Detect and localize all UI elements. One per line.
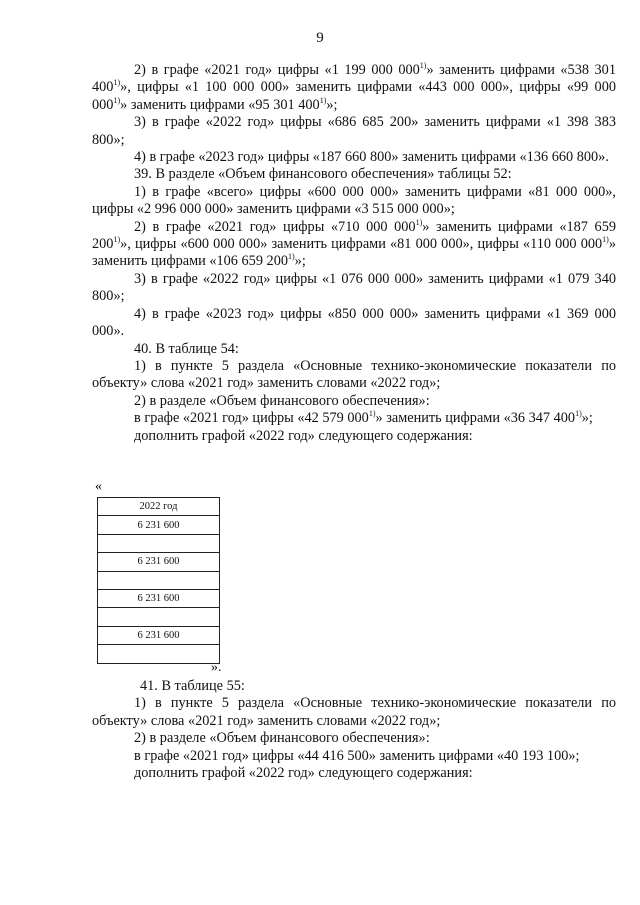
table-row <box>98 516 220 534</box>
upper-paragraph: 40. В таблице 54: <box>134 340 239 357</box>
table-row <box>98 534 220 552</box>
upper-paragraph: 3) в графе «2022 год» цифры «686 685 200» заменить цифрами «1 398 383 800»; <box>92 114 616 148</box>
upper-paragraph: дополнить графой «2022 год» следующего содержания: <box>134 427 473 444</box>
upper-paragraph: 4) в графе «2023 год» цифры «187 660 800» заменить цифрами «136 660 800». <box>134 149 609 166</box>
page-number: 9 <box>316 30 324 46</box>
upper-paragraph: 4) в графе «2023 год» цифры «850 000 000» заменить цифрами «1 369 000 000». <box>92 305 616 340</box>
upper-paragraph: 39. В разделе «Объем финансового обеспечения» таблицы 52: <box>134 166 512 183</box>
opening-quote: « <box>95 479 102 494</box>
table-cell: 6 231 600 <box>98 626 220 644</box>
table-cell <box>98 645 220 663</box>
inserted-year-column-table <box>97 497 220 664</box>
table-cell: 6 231 600 <box>98 516 220 534</box>
upper-paragraph: 2) в разделе «Объем финансового обеспечения»: <box>134 392 430 409</box>
closing-quote: ». <box>211 660 222 675</box>
table-row <box>98 626 220 644</box>
lower-paragraph: 41. В таблице 55: <box>140 678 245 694</box>
table-row <box>98 589 220 607</box>
table-cell <box>98 534 220 552</box>
upper-paragraph: 3) в графе «2022 год» цифры «1 076 000 000» заменить цифрами «1 079 340 800»; <box>92 270 616 305</box>
table-row <box>98 571 220 589</box>
document-body-upper <box>92 62 616 445</box>
table-row <box>98 498 220 516</box>
lower-paragraph: дополнить графой «2022 год» следующего содержания: <box>134 765 473 782</box>
table-row <box>98 645 220 663</box>
table-cell: 6 231 600 <box>98 553 220 571</box>
upper-paragraph: 1) в графе «всего» цифры «600 000 000» заменить цифрами «81 000 000», цифры «2 996 000 000» заменить цифрами «3 515 000 000»; <box>92 183 616 218</box>
upper-paragraph: в графе «2021 год» цифры «42 579 000$^{1)}$» заменить цифрами «36 347 400$^{1)}$»; <box>134 409 593 427</box>
upper-paragraph: 2) в графе «2021 год» цифры «710 000 000$^{1)}$» заменить цифрами «187 659 200$^{1)}$», цифры «600 000 000» заменить цифрами «81 000 000», цифры «110 000 000$^{1)}$» заменить цифрами «106 659 200$^{1)}$»; <box>92 217 616 270</box>
lower-paragraph: 2) в разделе «Объем финансового обеспечения»: <box>134 730 430 747</box>
lower-paragraph: в графе «2021 год» цифры «44 416 500» заменить цифрами «40 193 100»; <box>134 747 580 764</box>
document-body-lower <box>92 678 616 782</box>
table-cell: 6 231 600 <box>98 589 220 607</box>
table-row <box>98 553 220 571</box>
table-header-cell: 2022 год <box>98 498 220 516</box>
upper-paragraph: 1) в пункте 5 раздела «Основные технико-экономические показатели по объекту» слова «2021 год» заменить словами «2022 год»; <box>92 357 616 392</box>
table-cell <box>98 608 220 626</box>
upper-paragraph: 2) в графе «2021 год» цифры «1 199 000 000$^{1)}$» заменить цифрами «538 301 400$^{1)}$», цифры «1 100 000 000» заменить цифрами «443 000 000», цифры «99 000 000$^{1)}$» заменить цифрами «95 301 400$^{1)}$»; <box>92 61 616 113</box>
lower-paragraph: 1) в пункте 5 раздела «Основные технико-экономические показатели по объекту» слова «2021 год» заменить словами «2022 год»; <box>92 695 616 729</box>
table-cell <box>98 571 220 589</box>
table-row <box>98 608 220 626</box>
